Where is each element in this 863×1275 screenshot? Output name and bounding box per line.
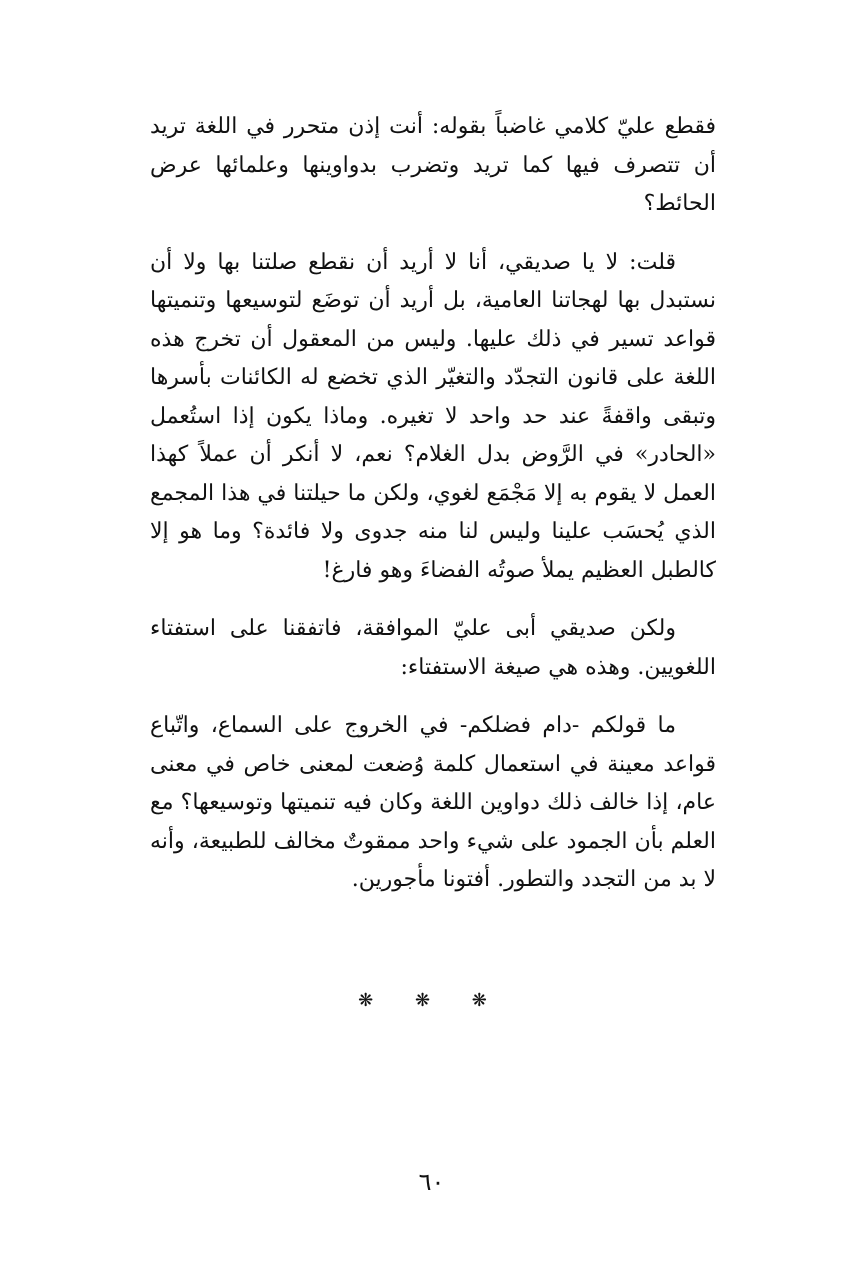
- page-body: [150, 108, 716, 920]
- paragraph-3: ولكن صديقي أبى عليّ الموافقة، فاتفقنا على استفتاء اللغويين. وهذه هي صيغة الاستفتاء:: [150, 616, 716, 680]
- section-separator: ❋ ❋ ❋: [358, 990, 505, 1011]
- paragraph-4: ما قولكم -دام فضلكم- في الخروج على السماع، واتّباع قواعد معينة في استعمال كلمة وُضعت لمعنى خاص في معنى عام، إذا خالف ذلك دواوين اللغة وكان فيه تنميتها وتوسيعها؟ مع العلم بأن الجمود على شيء واحد ممقوتٌ مخالف للطبيعة، وأنه لا بد من التجدد والتطور. أفتونا مأجورين.: [150, 713, 716, 892]
- paragraph-2: قلت: لا يا صديقي، أنا لا أريد أن نقطع صلتنا بها ولا أن نستبدل بها لهجاتنا العامية، بل أريد أن توضَع لتوسيعها وتنميتها قواعد تسير في ذلك عليها. وليس من المعقول أن تخرج هذه اللغة على قانون التجدّد والتغيّر الذي تخضع له الكائنات بأسرها وتبقى واقفةً عند حد واحد لا تغيره. وماذا يكون إذا استُعمل «الحادر» في الرَّوض بدل الغلام؟ نعم، لا أنكر أن عملاً كهذا العمل لا يقوم به إلا مَجْمَع لغوي، ولكن ما حيلتنا في هذا المجمع الذي يُحسَب علينا وليس لنا منه جدوى ولا فائدة؟ وما هو إلا كالطبل العظيم يملأ صوتُه الفضاءَ وهو فارغ!: [150, 249, 716, 583]
- paragraph-1: فقطع عليّ كلامي غاضباً بقوله: أنت إذن متحرر في اللغة تريد أن تتصرف فيها كما تريد وتضرب بدواوينها وعلمائها عرض الحائط؟: [150, 114, 716, 216]
- page-number: ٦٠: [418, 1168, 445, 1196]
